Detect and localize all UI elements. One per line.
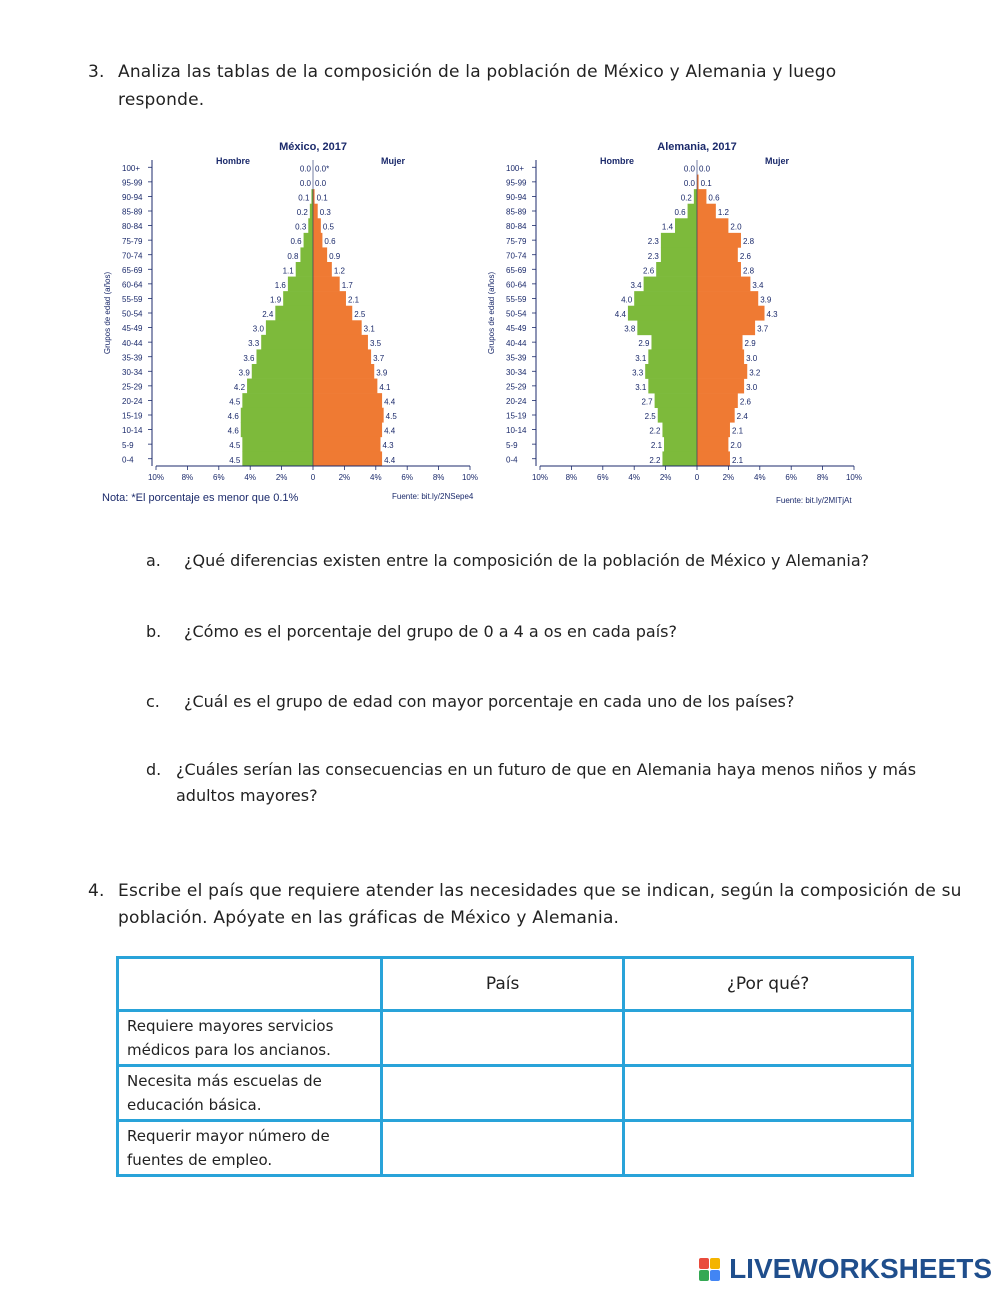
x-tick-label: 4% <box>754 473 766 482</box>
value-label-mujer: 3.1 <box>363 324 375 334</box>
bar-hombre <box>661 233 697 248</box>
bar-hombre <box>241 422 313 437</box>
por-que-answer-cell[interactable] <box>624 1011 913 1066</box>
value-label-mujer: 3.0 <box>746 382 758 392</box>
table-header-row <box>118 958 913 1011</box>
bar-hombre <box>648 349 697 364</box>
bar-hombre <box>242 437 313 452</box>
bar-hombre <box>296 262 313 277</box>
bar-hombre <box>661 247 697 262</box>
value-label-hombre: 2.3 <box>647 237 659 247</box>
x-tick-label: 2% <box>275 473 288 482</box>
age-group-label: 60-64 <box>122 280 143 290</box>
value-label-hombre: 2.2 <box>649 426 661 436</box>
bar-mujer <box>697 422 730 437</box>
q4-text-line2: población. Apóyate en las gráficas de México y Alemania. <box>118 908 620 928</box>
age-group-label: 45-49 <box>506 324 527 334</box>
value-label-mujer: 2.0 <box>730 222 742 232</box>
value-label-hombre: 3.8 <box>624 324 636 334</box>
bar-mujer <box>697 277 750 292</box>
bar-mujer <box>313 393 382 408</box>
bar-mujer <box>313 262 332 277</box>
age-group-label: 75-79 <box>122 236 143 246</box>
x-tick-label: 4% <box>370 473 382 482</box>
bar-hombre <box>266 320 313 335</box>
bar-mujer <box>697 262 741 277</box>
x-tick-label: 6% <box>401 473 413 482</box>
mujer-label: Mujer <box>380 156 406 166</box>
age-group-label: 50-54 <box>122 309 143 319</box>
value-label-mujer: 0.0 <box>699 164 711 174</box>
value-label-hombre: 0.2 <box>296 208 308 218</box>
value-label-hombre: 3.1 <box>635 353 647 363</box>
value-label-mujer: 0.1 <box>316 193 328 203</box>
bar-hombre <box>645 364 697 379</box>
por-que-answer-cell[interactable] <box>624 1121 913 1176</box>
chart-title: México, 2017 <box>279 141 347 153</box>
value-label-hombre: 0.2 <box>680 193 692 203</box>
age-group-label: 30-34 <box>506 367 527 377</box>
alemania-population-pyramid <box>484 136 864 488</box>
age-group-label: 80-84 <box>122 222 143 232</box>
row-label <box>118 1066 382 1121</box>
q3-text-line2: responde. <box>118 90 205 110</box>
value-label-mujer: 0.6 <box>324 237 336 247</box>
value-label-mujer: 3.2 <box>749 368 761 378</box>
bar-mujer <box>697 408 735 423</box>
bar-hombre <box>662 451 697 466</box>
value-label-mujer: 4.1 <box>379 382 391 392</box>
age-group-label: 55-59 <box>122 295 143 305</box>
value-label-mujer: 2.6 <box>739 397 751 407</box>
bar-hombre <box>283 291 313 306</box>
age-group-label: 5-9 <box>506 440 518 450</box>
pais-answer-cell[interactable] <box>382 1066 624 1121</box>
question-d-text-line1: ¿Cuáles serían las consecuencias en un futuro de que en Alemania haya menos niños y más <box>176 760 917 779</box>
bar-mujer <box>313 277 340 292</box>
age-group-label: 90-94 <box>506 193 527 203</box>
value-label-mujer: 4.4 <box>384 426 396 436</box>
table-row <box>118 1121 913 1176</box>
question-d-text-line2: adultos mayores? <box>176 786 318 805</box>
age-group-label: 35-39 <box>122 353 143 363</box>
value-label-hombre: 3.3 <box>632 368 644 378</box>
q3-text-line1: Analiza las tablas de la composición de la población de México y Alemania y luego <box>118 62 837 82</box>
bar-hombre <box>688 204 697 219</box>
question-a-letter: a. <box>146 551 161 570</box>
x-tick-label: 2% <box>722 473 735 482</box>
bar-hombre <box>308 218 313 233</box>
age-group-label: 80-84 <box>506 222 527 232</box>
y-axis-label: Grupos de edad (años) <box>103 271 112 355</box>
value-label-mujer: 3.7 <box>757 324 769 334</box>
value-label-mujer: 2.1 <box>731 426 744 436</box>
value-label-hombre: 4.5 <box>229 455 241 465</box>
value-label-mujer: 0.0* <box>315 164 330 174</box>
value-label-mujer: 0.9 <box>329 251 341 261</box>
bar-hombre <box>655 393 697 408</box>
age-group-label: 25-29 <box>122 382 143 392</box>
por-que-answer-input[interactable] <box>633 1084 907 1103</box>
mexico-population-pyramid <box>100 136 480 488</box>
row-label-line1: Necesita más escuelas de <box>127 1072 322 1090</box>
x-tick-label: 4% <box>628 473 640 482</box>
bar-hombre <box>634 291 697 306</box>
bar-hombre <box>637 320 697 335</box>
bar-mujer <box>313 233 322 248</box>
age-group-label: 30-34 <box>122 367 143 377</box>
bar-mujer <box>313 437 381 452</box>
value-label-hombre: 2.6 <box>643 266 655 276</box>
bar-mujer <box>313 247 327 262</box>
age-group-label: 100+ <box>506 163 525 173</box>
mexico-note: Nota: *El porcentaje es menor que 0.1% <box>102 492 299 504</box>
x-tick-label: 0 <box>694 473 700 482</box>
pais-answer-cell[interactable] <box>382 1121 624 1176</box>
bar-mujer <box>697 306 765 321</box>
age-group-label: 0-4 <box>506 455 518 465</box>
age-group-label: 15-19 <box>506 411 527 421</box>
bar-hombre <box>242 451 313 466</box>
age-group-label: 10-14 <box>506 426 527 436</box>
bar-mujer <box>697 218 728 233</box>
value-label-hombre: 1.6 <box>274 280 286 290</box>
value-label-hombre: 0.6 <box>674 208 686 218</box>
x-tick-label: 10% <box>147 473 165 482</box>
age-group-label: 70-74 <box>122 251 143 261</box>
mujer-label: Mujer <box>764 156 790 166</box>
value-label-mujer: 3.5 <box>369 339 382 349</box>
value-label-hombre: 0.8 <box>287 251 299 261</box>
age-group-label: 50-54 <box>506 309 527 319</box>
value-label-mujer: 0.5 <box>322 222 334 232</box>
value-label-hombre: 2.7 <box>641 397 653 407</box>
bar-hombre <box>242 393 313 408</box>
row-label-line2: fuentes de empleo. <box>127 1151 273 1169</box>
x-tick-label: 10% <box>531 473 549 482</box>
row-label-line1: Requiere mayores servicios <box>127 1017 334 1035</box>
mexico-source: Fuente: bit.ly/2NSepe4 <box>392 492 474 501</box>
value-label-hombre: 4.6 <box>227 412 239 422</box>
y-axis-label: Grupos de edad (años) <box>487 271 496 355</box>
bar-hombre <box>675 218 697 233</box>
por-que-answer-input[interactable] <box>633 1139 907 1158</box>
age-group-label: 85-89 <box>122 207 143 217</box>
value-label-mujer: 3.9 <box>376 368 388 378</box>
bar-hombre <box>628 306 697 321</box>
value-label-hombre: 0.0 <box>299 164 311 174</box>
x-tick-label: 2% <box>659 473 672 482</box>
age-group-label: 20-24 <box>506 397 527 407</box>
value-label-mujer: 0.6 <box>708 193 720 203</box>
value-label-hombre: 0.1 <box>298 193 310 203</box>
age-group-label: 100+ <box>122 163 141 173</box>
bar-mujer <box>313 422 382 437</box>
x-tick-label: 6% <box>213 473 225 482</box>
value-label-hombre: 2.5 <box>644 412 656 422</box>
age-group-label: 0-4 <box>122 455 134 465</box>
age-group-label: 5-9 <box>122 440 134 450</box>
value-label-hombre: 4.5 <box>229 441 241 451</box>
bar-mujer <box>697 364 747 379</box>
hombre-label: Hombre <box>599 156 635 166</box>
bar-hombre <box>662 422 697 437</box>
value-label-hombre: 3.9 <box>238 368 250 378</box>
bar-hombre <box>664 437 697 452</box>
age-group-label: 55-59 <box>506 295 527 305</box>
x-tick-label: 6% <box>785 473 797 482</box>
age-group-label: 45-49 <box>122 324 143 334</box>
question-c-letter: c. <box>146 692 160 711</box>
bar-mujer <box>313 306 352 321</box>
bar-mujer <box>313 204 318 219</box>
pais-answer-cell[interactable] <box>382 1011 624 1066</box>
bar-mujer <box>697 393 738 408</box>
question-b-text: ¿Cómo es el porcentaje del grupo de 0 a 4 a os en cada país? <box>184 622 677 641</box>
value-label-hombre: 4.6 <box>227 426 239 436</box>
value-label-mujer: 2.1 <box>347 295 360 305</box>
age-group-label: 75-79 <box>506 236 527 246</box>
bar-hombre <box>247 379 313 394</box>
x-tick-label: 8% <box>816 473 829 482</box>
liveworksheets-brand[interactable]: LIVEWORKSHEETS <box>729 1253 992 1284</box>
value-label-mujer: 0.1 <box>700 178 712 188</box>
x-tick-label: 0 <box>310 473 316 482</box>
question-d-letter: d. <box>146 760 162 779</box>
value-label-hombre: 4.0 <box>621 295 633 305</box>
bar-mujer <box>697 247 738 262</box>
value-label-hombre: 4.4 <box>614 310 626 320</box>
age-group-label: 95-99 <box>122 178 143 188</box>
value-label-mujer: 4.3 <box>766 310 778 320</box>
value-label-hombre: 2.3 <box>647 251 659 261</box>
age-group-label: 90-94 <box>122 193 143 203</box>
age-group-label: 65-69 <box>122 265 143 275</box>
age-group-label: 20-24 <box>122 397 143 407</box>
value-label-hombre: 0.0 <box>299 178 311 188</box>
age-group-label: 60-64 <box>506 280 527 290</box>
row-label <box>118 1121 382 1176</box>
bar-hombre <box>241 408 313 423</box>
value-label-mujer: 3.7 <box>373 353 385 363</box>
table-header-por-que: ¿Por qué? <box>624 958 913 1011</box>
bar-mujer <box>313 320 362 335</box>
value-label-hombre: 3.6 <box>243 353 255 363</box>
row-label-line2: educación básica. <box>127 1096 262 1114</box>
table-header-pais: País <box>382 958 624 1011</box>
value-label-mujer: 4.3 <box>382 441 394 451</box>
table-header-empty <box>118 958 382 1011</box>
question-b-letter: b. <box>146 622 162 641</box>
por-que-answer-cell[interactable] <box>624 1066 913 1121</box>
bar-mujer <box>697 437 728 452</box>
age-group-label: 65-69 <box>506 265 527 275</box>
bar-mujer <box>697 349 744 364</box>
q3-number: 3. <box>88 62 105 82</box>
value-label-mujer: 2.5 <box>354 310 366 320</box>
bar-hombre <box>304 233 313 248</box>
value-label-hombre: 1.1 <box>282 266 294 276</box>
x-tick-label: 4% <box>244 473 256 482</box>
pais-answer-input[interactable] <box>391 1139 618 1158</box>
value-label-mujer: 2.0 <box>730 441 742 451</box>
pais-answer-input[interactable] <box>391 1084 618 1103</box>
x-tick-label: 6% <box>597 473 609 482</box>
age-group-label: 95-99 <box>506 178 527 188</box>
value-label-mujer: 3.0 <box>746 353 758 363</box>
bar-mujer <box>313 335 368 350</box>
table-row <box>118 1066 913 1121</box>
value-label-hombre: 0.6 <box>290 237 302 247</box>
value-label-hombre: 2.9 <box>638 339 650 349</box>
value-label-mujer: 2.8 <box>742 266 755 276</box>
chart-title: Alemania, 2017 <box>657 141 737 153</box>
bar-hombre <box>310 204 313 219</box>
value-label-hombre: 3.1 <box>635 382 647 392</box>
age-group-label: 25-29 <box>506 382 527 392</box>
value-label-mujer: 1.2 <box>333 266 345 276</box>
bar-mujer <box>313 379 377 394</box>
bar-hombre <box>252 364 313 379</box>
value-label-mujer: 1.2 <box>717 208 729 218</box>
value-label-hombre: 1.9 <box>270 295 282 305</box>
value-label-hombre: 2.4 <box>262 310 274 320</box>
bar-hombre <box>261 335 313 350</box>
question-a-text: ¿Qué diferencias existen entre la composición de la población de México y Alemania? <box>184 551 870 570</box>
age-group-label: 40-44 <box>506 338 527 348</box>
x-tick-label: 2% <box>338 473 351 482</box>
age-group-label: 35-39 <box>506 353 527 363</box>
value-label-hombre: 3.3 <box>248 339 260 349</box>
response-table <box>116 956 914 1177</box>
bar-hombre <box>658 408 697 423</box>
bar-hombre <box>651 335 697 350</box>
table-row <box>118 1011 913 1066</box>
value-label-mujer: 2.6 <box>739 251 751 261</box>
bar-hombre <box>256 349 313 364</box>
value-label-mujer: 2.9 <box>744 339 756 349</box>
value-label-hombre: 1.4 <box>661 222 674 232</box>
alemania-source: Fuente: bit.ly/2MITjAt <box>776 496 852 505</box>
row-label-line1: Requerir mayor número de <box>127 1127 330 1145</box>
por-que-answer-input[interactable] <box>633 1029 907 1048</box>
bar-mujer <box>313 291 346 306</box>
pais-answer-input[interactable] <box>391 1029 618 1048</box>
q4-number: 4. <box>88 881 105 901</box>
age-group-label: 40-44 <box>122 338 143 348</box>
value-label-mujer: 2.8 <box>742 237 755 247</box>
bar-mujer <box>313 349 371 364</box>
x-tick-label: 10% <box>845 473 863 482</box>
bar-mujer <box>697 379 744 394</box>
question-c-text: ¿Cuál es el grupo de edad con mayor porcentaje en cada uno de los países? <box>184 692 795 711</box>
row-label <box>118 1011 382 1066</box>
bar-mujer <box>697 204 716 219</box>
bar-mujer <box>313 218 321 233</box>
value-label-hombre: 0.3 <box>295 222 307 232</box>
bar-mujer <box>313 451 382 466</box>
bar-mujer <box>697 451 730 466</box>
bar-hombre <box>288 277 313 292</box>
liveworksheets-logo-icon <box>699 1258 721 1282</box>
age-group-label: 70-74 <box>506 251 527 261</box>
bar-mujer <box>313 408 384 423</box>
value-label-hombre: 2.1 <box>650 441 663 451</box>
bar-hombre <box>275 306 313 321</box>
bar-mujer <box>313 364 374 379</box>
bar-hombre <box>694 189 697 204</box>
value-label-hombre: 4.2 <box>233 382 246 392</box>
hombre-label: Hombre <box>215 156 251 166</box>
age-group-label: 10-14 <box>122 426 143 436</box>
bar-hombre <box>656 262 697 277</box>
x-tick-label: 8% <box>565 473 578 482</box>
bar-mujer <box>697 335 743 350</box>
value-label-hombre: 3.4 <box>630 280 642 290</box>
q4-text-line1: Escribe el país que requiere atender las necesidades que se indican, según la composición de su <box>118 881 962 901</box>
value-label-mujer: 4.4 <box>384 455 396 465</box>
bar-mujer <box>697 189 706 204</box>
x-tick-label: 8% <box>181 473 194 482</box>
row-label-line2: médicos para los ancianos. <box>127 1041 331 1059</box>
bar-mujer <box>697 233 741 248</box>
value-label-mujer: 0.3 <box>319 208 331 218</box>
value-label-hombre: 4.5 <box>229 397 241 407</box>
value-label-mujer: 2.1 <box>731 455 744 465</box>
age-group-label: 15-19 <box>122 411 143 421</box>
value-label-mujer: 3.4 <box>752 280 764 290</box>
value-label-mujer: 0.0 <box>315 178 327 188</box>
bar-mujer <box>697 320 755 335</box>
bar-hombre <box>648 379 697 394</box>
age-group-label: 85-89 <box>506 207 527 217</box>
bar-hombre <box>300 247 313 262</box>
bar-mujer <box>697 291 758 306</box>
value-label-mujer: 1.7 <box>341 280 353 290</box>
value-label-mujer: 2.4 <box>736 412 748 422</box>
value-label-hombre: 2.2 <box>649 455 661 465</box>
value-label-mujer: 4.5 <box>385 412 397 422</box>
x-tick-label: 10% <box>461 473 479 482</box>
value-label-mujer: 4.4 <box>384 397 396 407</box>
value-label-hombre: 0.0 <box>683 164 695 174</box>
value-label-hombre: 3.0 <box>252 324 264 334</box>
x-tick-label: 8% <box>432 473 445 482</box>
value-label-mujer: 3.9 <box>760 295 772 305</box>
bar-hombre <box>644 277 697 292</box>
value-label-hombre: 0.0 <box>683 178 695 188</box>
